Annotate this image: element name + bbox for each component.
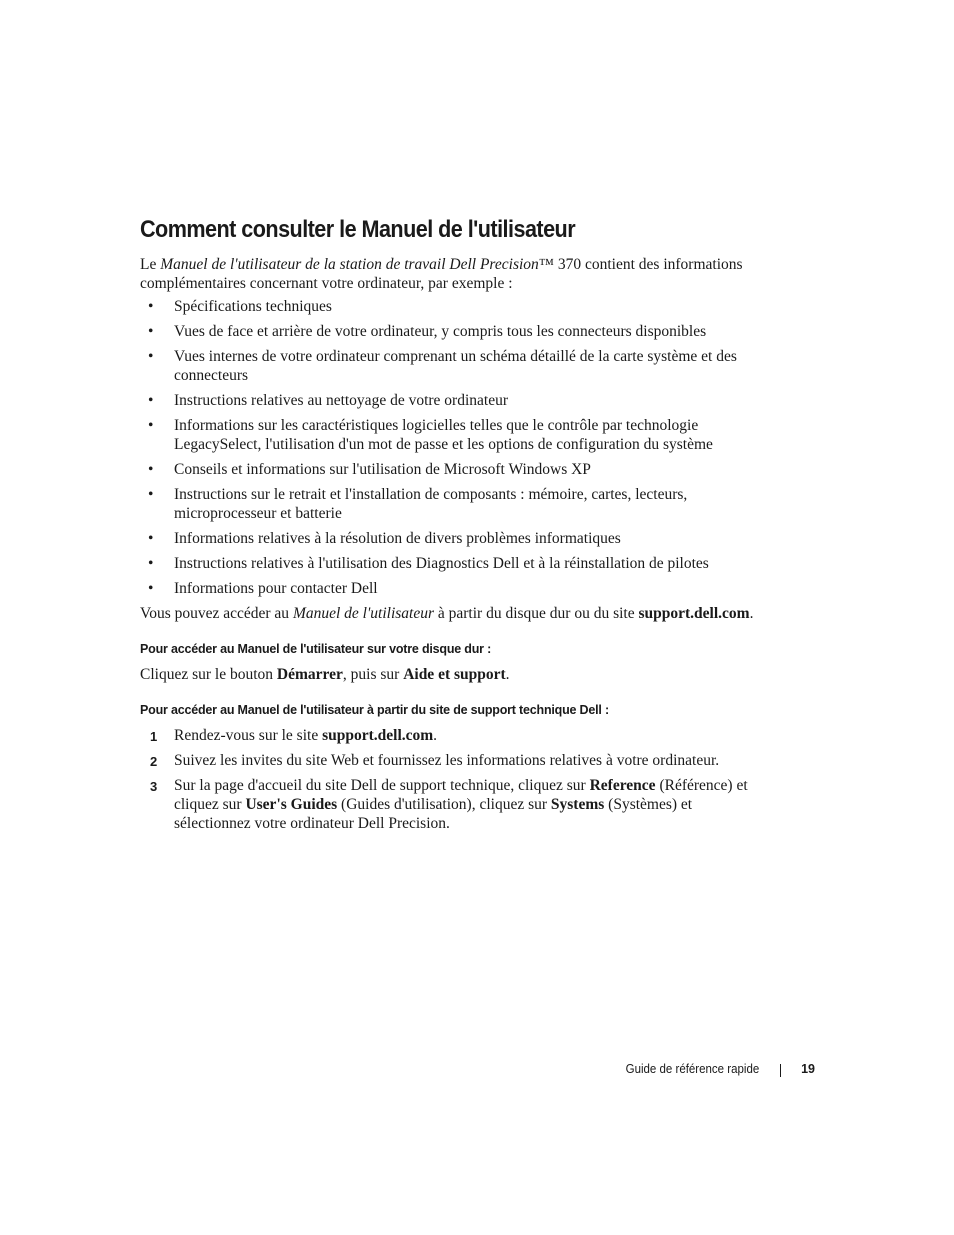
reference-label: Reference (589, 777, 656, 794)
access-manual: Manuel de l'utilisateur (292, 605, 435, 622)
disk-text-prefix: Cliquez sur le bouton (140, 666, 277, 683)
list-item-text: Vues internes de votre ordinateur comprenant un schéma détaillé de la carte système et des connecteurs (174, 348, 737, 384)
help-support-label: Aide et support (403, 666, 506, 683)
step3-part3: (Guides d'utilisation), cliquez sur (337, 796, 551, 813)
access-prefix: Vous pouvez accéder au (140, 605, 293, 622)
support-site-link[interactable]: support.dell.com (638, 605, 750, 622)
page-number: 19 (801, 1062, 815, 1076)
step1-site-link[interactable]: support.dell.com (322, 727, 434, 744)
list-item-text: Informations sur les caractéristiques logicielles telles que le contrôle par technologie LegacySelect, l'utilisation d'un mot de passe et les options de configuration du système (174, 417, 713, 453)
bullet-icon: • (148, 323, 154, 340)
list-item-text: Vues de face et arrière de votre ordinateur, y compris tous les connecteurs disponibles (174, 323, 707, 340)
disk-text-end: . (505, 666, 510, 683)
footer-title: Guide de référence rapide (625, 1062, 759, 1076)
page-title: Comment consulter le Manuel de l'utilisateur (140, 216, 576, 243)
list-item-text: Informations relatives à la résolution de divers problèmes informatiques (174, 530, 621, 547)
step3-part4: (Systèmes) et sélectionnez votre ordinateur Dell Precision. (174, 796, 693, 832)
list-item-text: Instructions sur le retrait et l'installation de composants : mémoire, cartes, lecteurs, microprocesseur et batterie (174, 486, 688, 522)
bullet-icon: • (148, 348, 154, 365)
systems-label: Systems (550, 796, 605, 813)
list-item-text: Conseils et informations sur l'utilisation de Microsoft Windows XP (174, 461, 591, 478)
step-item (140, 726, 760, 745)
step-number: 2 (150, 754, 158, 769)
access-paragraph (140, 604, 840, 623)
bullet-icon: • (148, 461, 154, 478)
bullet-icon: • (148, 486, 154, 503)
list-item-text: Instructions relatives à l'utilisation des Diagnostics Dell et à la réinstallation de pilotes (174, 555, 709, 572)
disk-text-middle: , puis sur (342, 666, 404, 683)
list-item (140, 416, 760, 454)
step2-text: Suivez les invites du site Web et fournissez les informations relatives à votre ordinateur. (174, 752, 720, 769)
list-item (140, 529, 760, 548)
bullet-icon: • (148, 580, 154, 597)
step1-end: . (433, 727, 438, 744)
list-item-text: Informations pour contacter Dell (174, 580, 378, 597)
steps-list (140, 726, 760, 839)
list-item (140, 391, 760, 410)
bullet-icon: • (148, 417, 154, 434)
list-item-text: Instructions relatives au nettoyage de votre ordinateur (174, 392, 508, 409)
list-item-text: Spécifications techniques (174, 298, 332, 315)
list-item (140, 485, 760, 523)
list-item (140, 347, 760, 385)
step3-part1: Sur la page d'accueil du site Dell de support technique, cliquez sur (174, 777, 590, 794)
disk-section-heading: Pour accéder au Manuel de l'utilisateur sur votre disque dur : (140, 642, 492, 656)
bullet-icon: • (148, 530, 154, 547)
list-item (140, 460, 760, 479)
access-end: . (749, 605, 754, 622)
access-middle: à partir du disque dur ou du site (434, 605, 639, 622)
step-number: 1 (150, 729, 158, 744)
intro-manual-name: Manuel de l'utilisateur de la station de travail Dell Precision (160, 256, 539, 273)
intro-suffix: ™ 370 contient des informations complémentaires concernant votre ordinateur, par exemple : (140, 256, 743, 292)
bullet-icon: • (148, 392, 154, 409)
start-button-label: Démarrer (276, 666, 343, 683)
bullet-list (140, 297, 760, 604)
web-section-heading: Pour accéder au Manuel de l'utilisateur à partir du site de support technique Dell : (140, 703, 609, 717)
step-number: 3 (150, 779, 158, 794)
step1-prefix: Rendez-vous sur le site (174, 727, 323, 744)
list-item (140, 297, 760, 316)
list-item (140, 322, 760, 341)
bullet-icon: • (148, 555, 154, 572)
step-item (140, 751, 760, 770)
users-guides-label: User's Guides (245, 796, 338, 813)
disk-section-text (140, 665, 510, 684)
page-footer (560, 1062, 815, 1082)
intro-prefix: Le (140, 256, 161, 273)
bullet-icon: • (148, 298, 154, 315)
intro-paragraph (140, 255, 760, 293)
footer-divider (780, 1064, 781, 1077)
list-item (140, 579, 760, 598)
list-item (140, 554, 760, 573)
step-item (140, 776, 760, 833)
step3-part2: (Référence) et cliquez sur (174, 777, 748, 813)
